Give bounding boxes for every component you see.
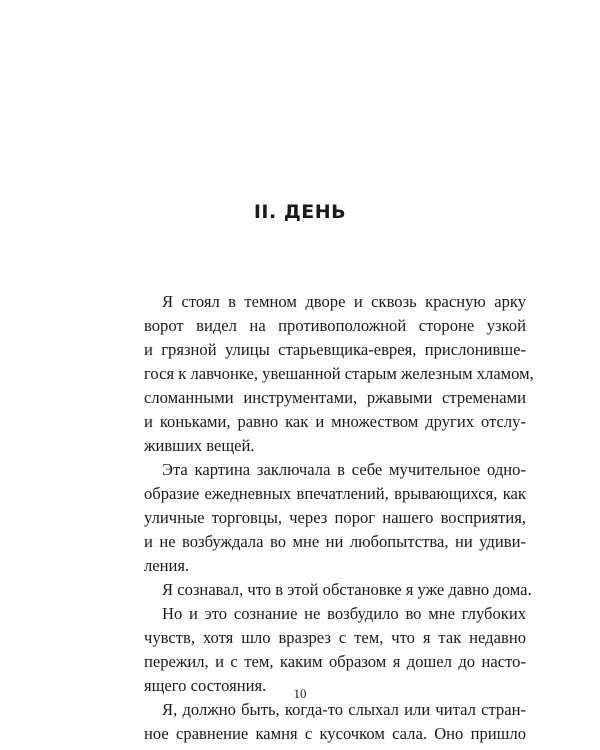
- text-line: ления.: [144, 556, 190, 575]
- text-line: уличные торговцы, через порог нашего восприятия,: [144, 508, 526, 527]
- paragraph: [144, 602, 526, 698]
- paragraph: [144, 578, 532, 602]
- text-line: гося к лавчонке, увешанной старым железным хламом,: [144, 364, 534, 383]
- text-line: образие ежедневных впечатлений, врывающихся, как: [144, 484, 526, 503]
- text-line: живших вещей.: [144, 436, 255, 455]
- text-line: Но и это сознание не возбудило во мне глубоких: [162, 604, 526, 623]
- text-line: и коньками, равно как и множеством других отслу-: [144, 412, 526, 431]
- text-line: пережил, и с тем, каким образом я дошел до насто-: [144, 652, 526, 671]
- text-line: ящего состояния.: [144, 676, 267, 695]
- paragraph: [144, 698, 526, 746]
- body-text: [144, 290, 534, 746]
- text-line: ворот видел на противоположной стороне узкой: [144, 316, 526, 335]
- text-line: и грязной улицы старьевщика-еврея, прислонивше-: [144, 340, 526, 359]
- page-number: 10: [293, 686, 307, 701]
- text-line: чувств, хотя шло вразрез с тем, что я так недавно: [144, 628, 526, 647]
- text-line: Эта картина заключала в себе мучительное одно-: [162, 460, 526, 479]
- paragraph: [144, 458, 526, 578]
- text-line: ное сравнение камня с кусочком сала. Оно пришло: [144, 724, 526, 743]
- paragraph: [144, 290, 534, 458]
- text-line: сломанными инструментами, ржавыми стременами: [144, 388, 526, 407]
- text-line: Я, должно быть, когда-то слыхал или читал стран-: [162, 700, 526, 719]
- text-line: Я сознавал, что в этой обстановке я уже давно дома.: [162, 580, 532, 599]
- chapter-title: II. ДЕНЬ: [253, 201, 347, 223]
- text-line: и не возбуждала во мне ни любопытства, ни удиви-: [144, 532, 526, 551]
- text-line: Я стоял в темном дворе и сквозь красную арку: [162, 292, 526, 311]
